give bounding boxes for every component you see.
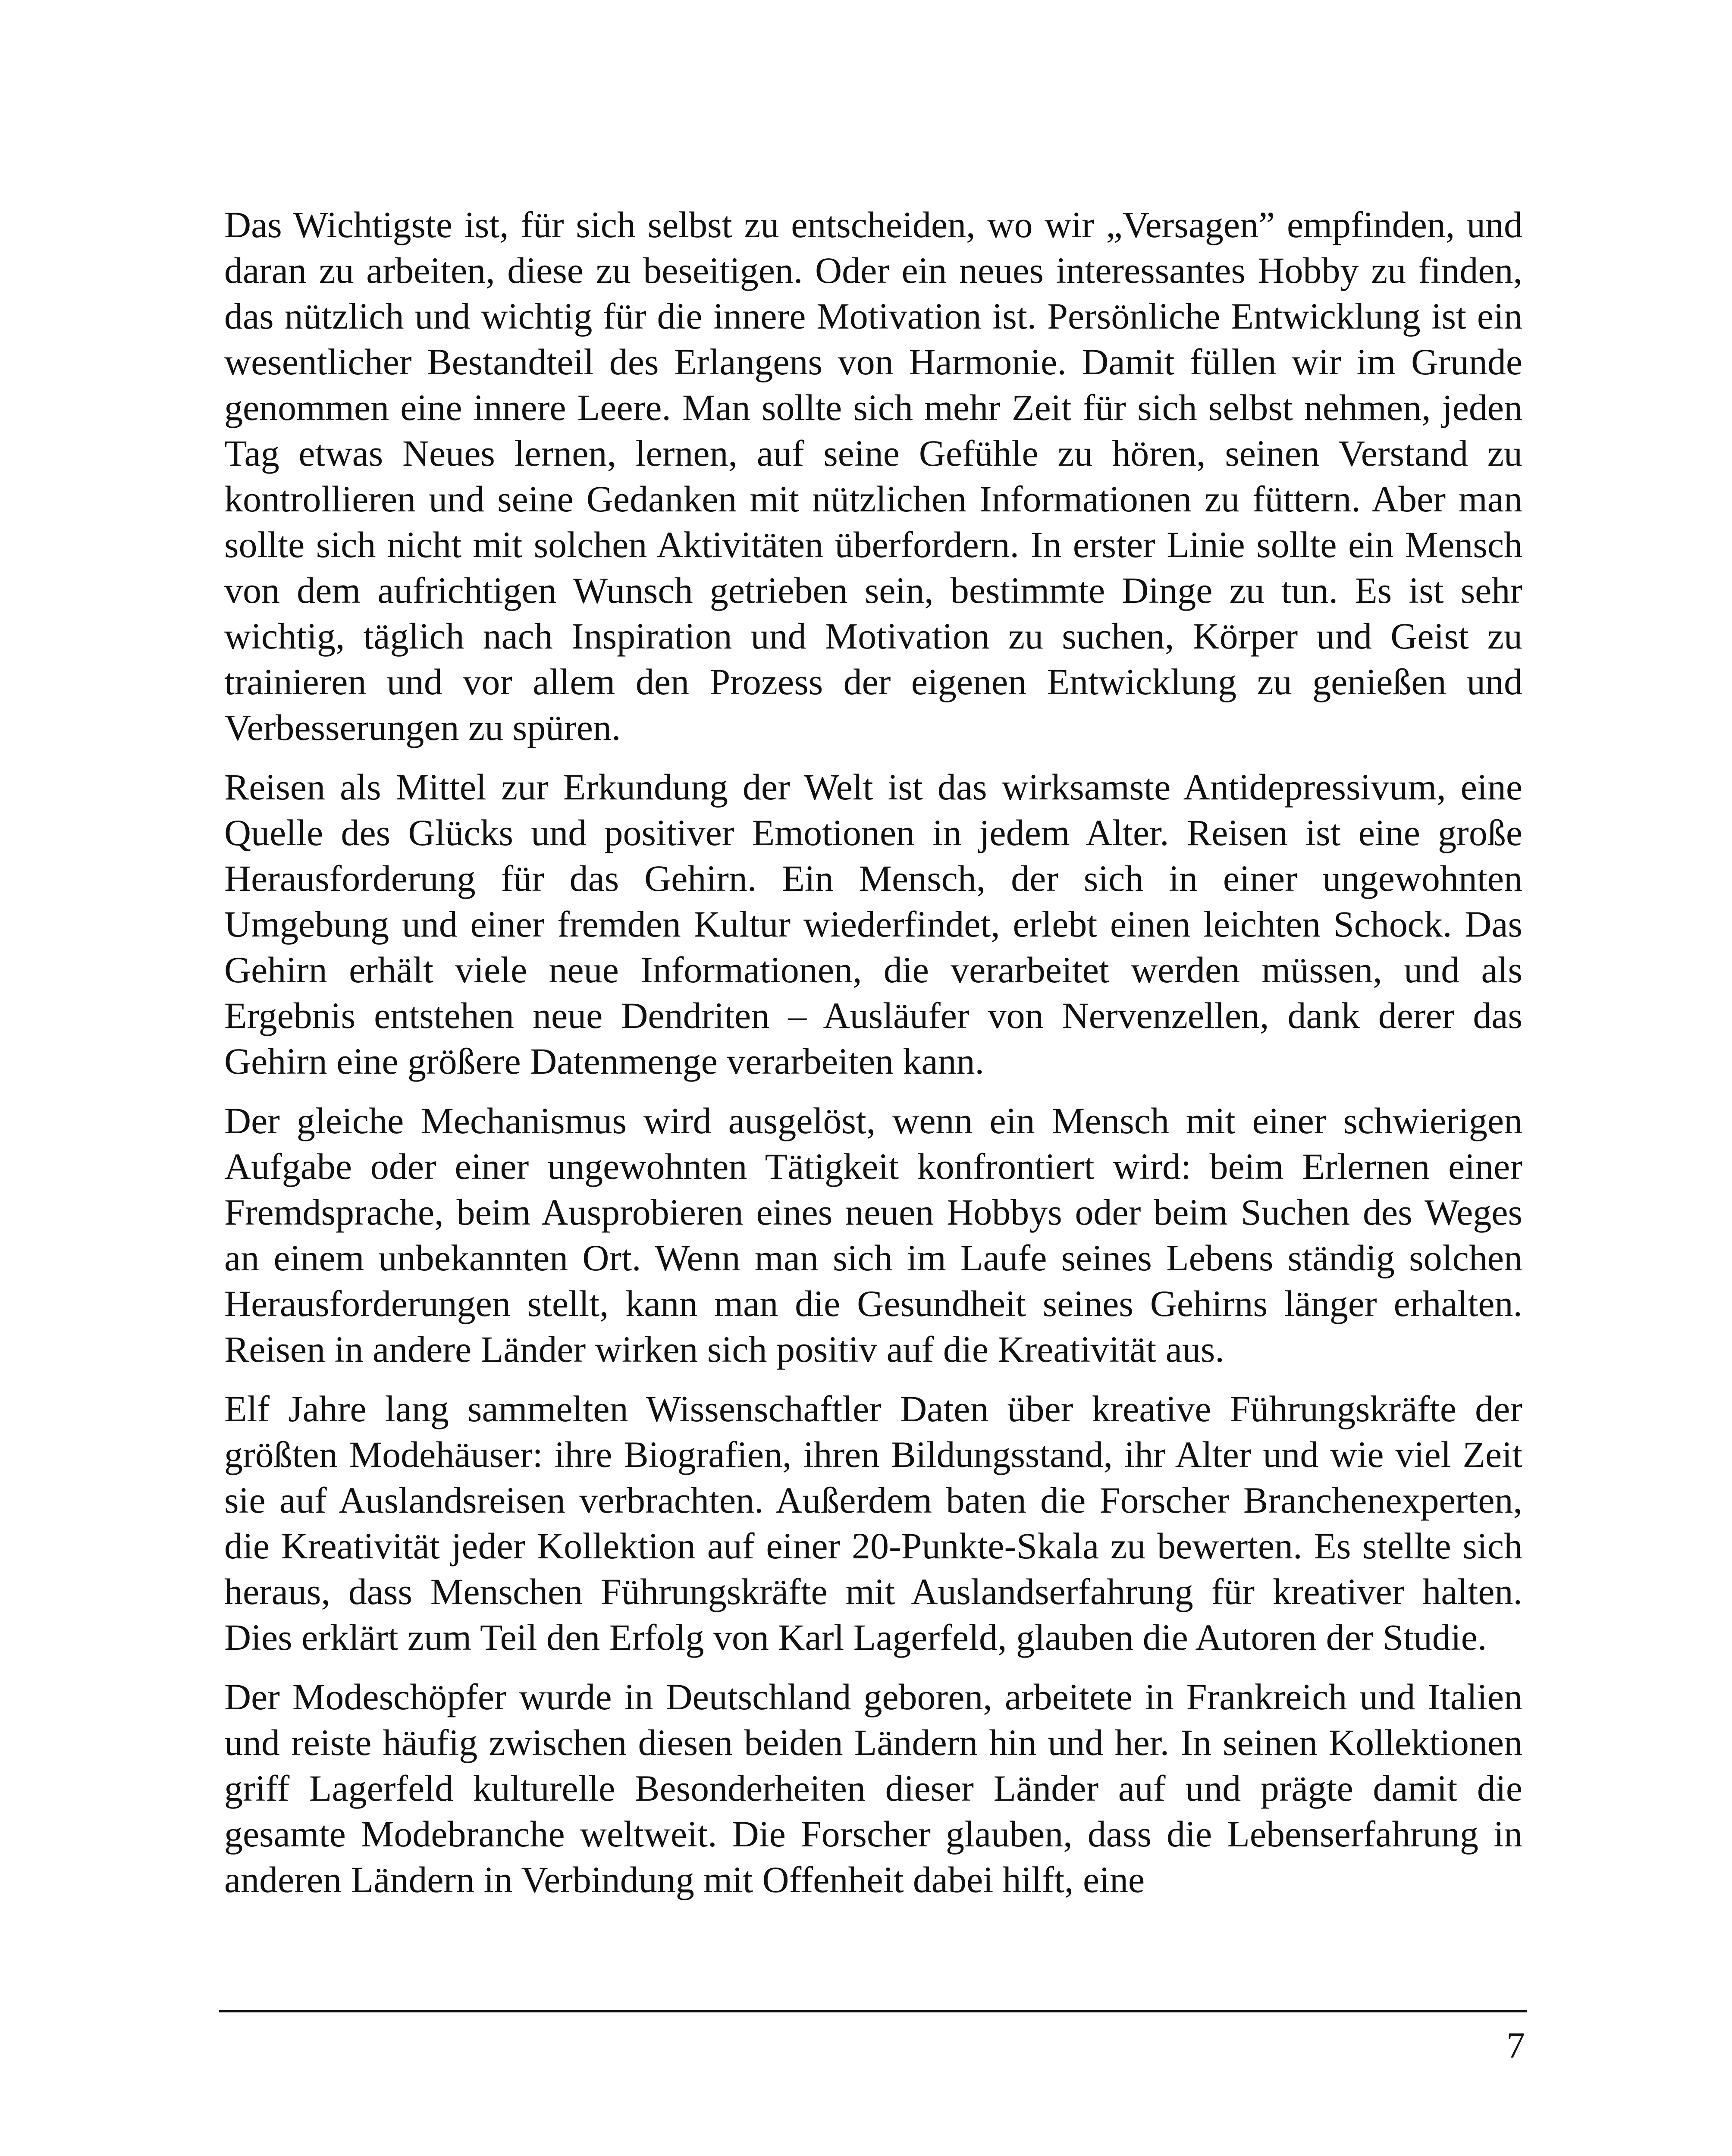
paragraph: Der Modeschöpfer wurde in Deutschland geboren, arbeitete in Frankreich und Italien und reiste häufig zwischen diesen beiden Ländern hin und her. In seinen Kollektionen griff Lagerfeld kulturelle Besonderheiten dieser Länder auf und prägte damit die gesamte Modebranche weltweit. Die Forscher glauben, dass die Lebenserfahrung in anderen Ländern in Verbindung mit Offenheit dabei hilft, eine	[224, 1676, 1522, 1900]
paragraph: Das Wichtigste ist, für sich selbst zu entscheiden, wo wir „Versagen” empfinden, und daran zu arbeiten, diese zu beseitigen. Oder ein neues interessantes Hobby zu finden, das nützlich und wichtig für die innere Motivation ist. Persönliche Entwicklung ist ein wesentlicher Bestandteil des Erlangens von Harmonie. Damit füllen wir im Grunde genommen eine innere Leere. Man sollte sich mehr Zeit für sich selbst nehmen, jeden Tag etwas Neues lernen, lernen, auf seine Gefühle zu hören, seinen Verstand zu kontrollieren und seine Gedanken mit nützlichen Informationen zu füttern. Aber man sollte sich nicht mit solchen Aktivitäten überfordern. In erster Linie sollte ein Mensch von dem aufrichtigen Wunsch getrieben sein, bestimmte Dinge zu tun. Es ist sehr wichtig, täglich nach Inspiration und Motivation zu suchen, Körper und Geist zu trainieren und vor allem den Prozess der eigenen Entwicklung zu genießen und Verbesserungen zu spüren.	[224, 204, 1522, 748]
body-text	[224, 202, 1522, 1916]
paragraph: Reisen als Mittel zur Erkundung der Welt ist das wirksamste Antidepressivum, eine Quelle des Glücks und positiver Emotionen in jedem Alter. Reisen ist eine große Herausforderung für das Gehirn. Ein Mensch, der sich in einer ungewohnten Umgebung und einer fremden Kultur wiederfindet, erlebt einen leichten Schock. Das Gehirn erhält viele neue Informationen, die verarbeitet werden müssen, und als Ergebnis entstehen neue Dendriten – Ausläufer von Nervenzellen, dank derer das Gehirn eine größere Datenmenge verarbeiten kann.	[224, 766, 1522, 1082]
page-number: 7	[1506, 2024, 1525, 2066]
footer-rule	[219, 2010, 1527, 2012]
paragraph: Der gleiche Mechanismus wird ausgelöst, wenn ein Mensch mit einer schwierigen Aufgabe oder einer ungewohnten Tätigkeit konfrontiert wird: beim Erlernen einer Fremdsprache, beim Ausprobieren eines neuen Hobbys oder beim Suchen des Weges an einem unbekannten Ort. Wenn man sich im Laufe seines Lebens ständig solchen Herausforderungen stellt, kann man die Gesundheit seines Gehirns länger erhalten. Reisen in andere Länder wirken sich positiv auf die Kreativität aus.	[224, 1100, 1522, 1370]
paragraph: Elf Jahre lang sammelten Wissenschaftler Daten über kreative Führungskräfte der größten Modehäuser: ihre Biografien, ihren Bildungsstand, ihr Alter und wie viel Zeit sie auf Auslandsreisen verbrachten. Außerdem baten die Forscher Branchenexperten, die Kreativität jeder Kollektion auf einer 20-Punkte-Skala zu bewerten. Es stellte sich heraus, dass Menschen Führungskräfte mit Auslandserfahrung für kreativer halten. Dies erklärt zum Teil den Erfolg von Karl Lagerfeld, glauben die Autoren der Studie.	[224, 1388, 1522, 1658]
